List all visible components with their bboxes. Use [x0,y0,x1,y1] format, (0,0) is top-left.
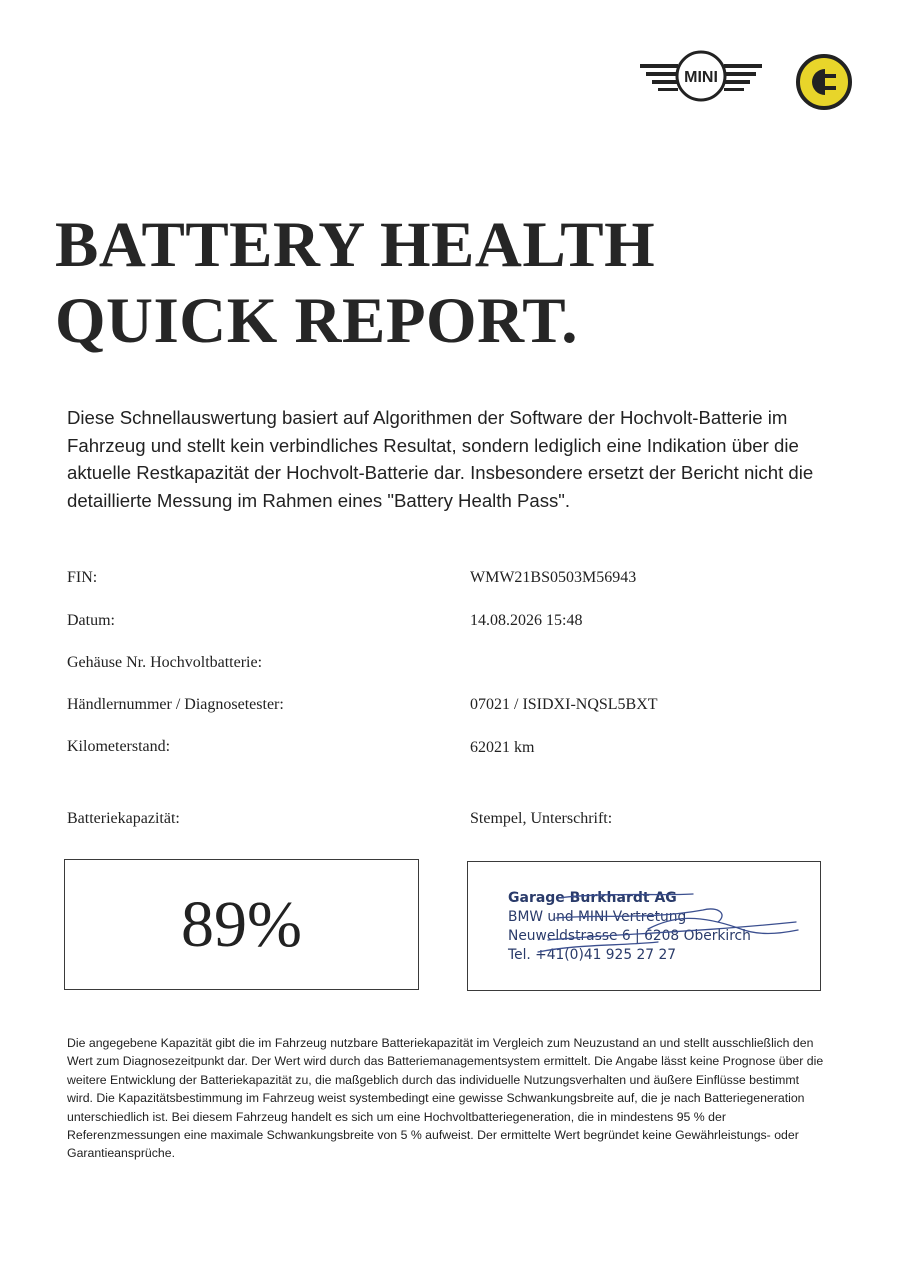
stamp-dealer-phone: Tel. +41(0)41 925 27 27 [508,947,676,963]
dealer-number-value: 07021 / ISIDXI-NQSL5BXT [470,696,658,713]
handwritten-signature [498,884,818,964]
stamp-signature-label: Stempel, Unterschrift: [470,810,613,827]
intro-paragraph: Diese Schnellauswertung basiert auf Algorithmen der Software der Hochvolt-Batterie im Fahrzeug und stellt kein verbindliches Resultat, sondern lediglich eine Indikation über die aktuelle Restkapazität der Hochvolt-Batterie dar. Insbesondere ersetzt der Bericht nicht die detaillierte Messung im Rahmen eines "Battery Health Pass". [67,407,814,511]
capacity-box [64,859,419,990]
fin-label: FIN: [67,569,98,586]
page-title-line-2: QUICK REPORT. [55,285,579,357]
capacity-label: Batteriekapazität: [67,810,180,827]
dealer-number-label: Händlernummer / Diagnosetester: [67,696,284,713]
stamp-signature-box [467,861,821,991]
date-label: Datum: [67,612,115,629]
disclaimer-paragraph: Die angegebene Kapazität gibt die im Fahrzeug nutzbare Batteriekapazität im Vergleich zum Neuzustand an und stellt ausschließlich den Wert zum Diagnosezeitpunkt dar. Der Wert wird durch das Batteriemanagementsystem ermittelt. Die Angabe lässt keine Prognose über die weitere Entwicklung der Batteriekapazität zu, die maßgeblich durch das individuelle Nutzungsverhalten und äußere Einflüsse bestimmt wird. Die Kapazitätsbestimmung im Fahrzeug weist systembedingt eine gewisse Schwankungsbreite auf, die je nach Batteriegeneration unterschiedlich ist. Bei diesem Fahrzeug handelt es sich um eine Hochvoltbatteriegeneration, die in mindestens 95 % der Referenzmessungen eine maximale Schwankungsbreite von 5 % aufweist. Der ermittelte Wert begründet keine Gewährleistungs- oder Garantieansprüche. [67,1036,824,1161]
fin-value: WMW21BS0503M56943 [470,569,637,586]
battery-housing-number-label: Gehäuse Nr. Hochvoltbatterie: [67,654,263,671]
stamp-dealer-type: BMW und MINI Vertretung [508,909,687,925]
mini-logo-text: MINI [684,69,718,86]
mileage-value: 62021 km [470,739,535,756]
date-value: 14.08.2026 15:48 [470,612,583,629]
stamp-dealer-name: Garage Burkhardt AG [508,890,677,906]
mileage-label: Kilometerstand: [67,738,171,755]
stamp-dealer-address: Neuweldstrasse 6 | 6208 Oberkirch [508,928,751,944]
capacity-value: 89% [181,888,302,961]
electric-plug-icon [795,53,853,111]
page-title-line-1: BATTERY HEALTH [55,209,656,281]
mini-wings-logo-icon [638,50,764,102]
